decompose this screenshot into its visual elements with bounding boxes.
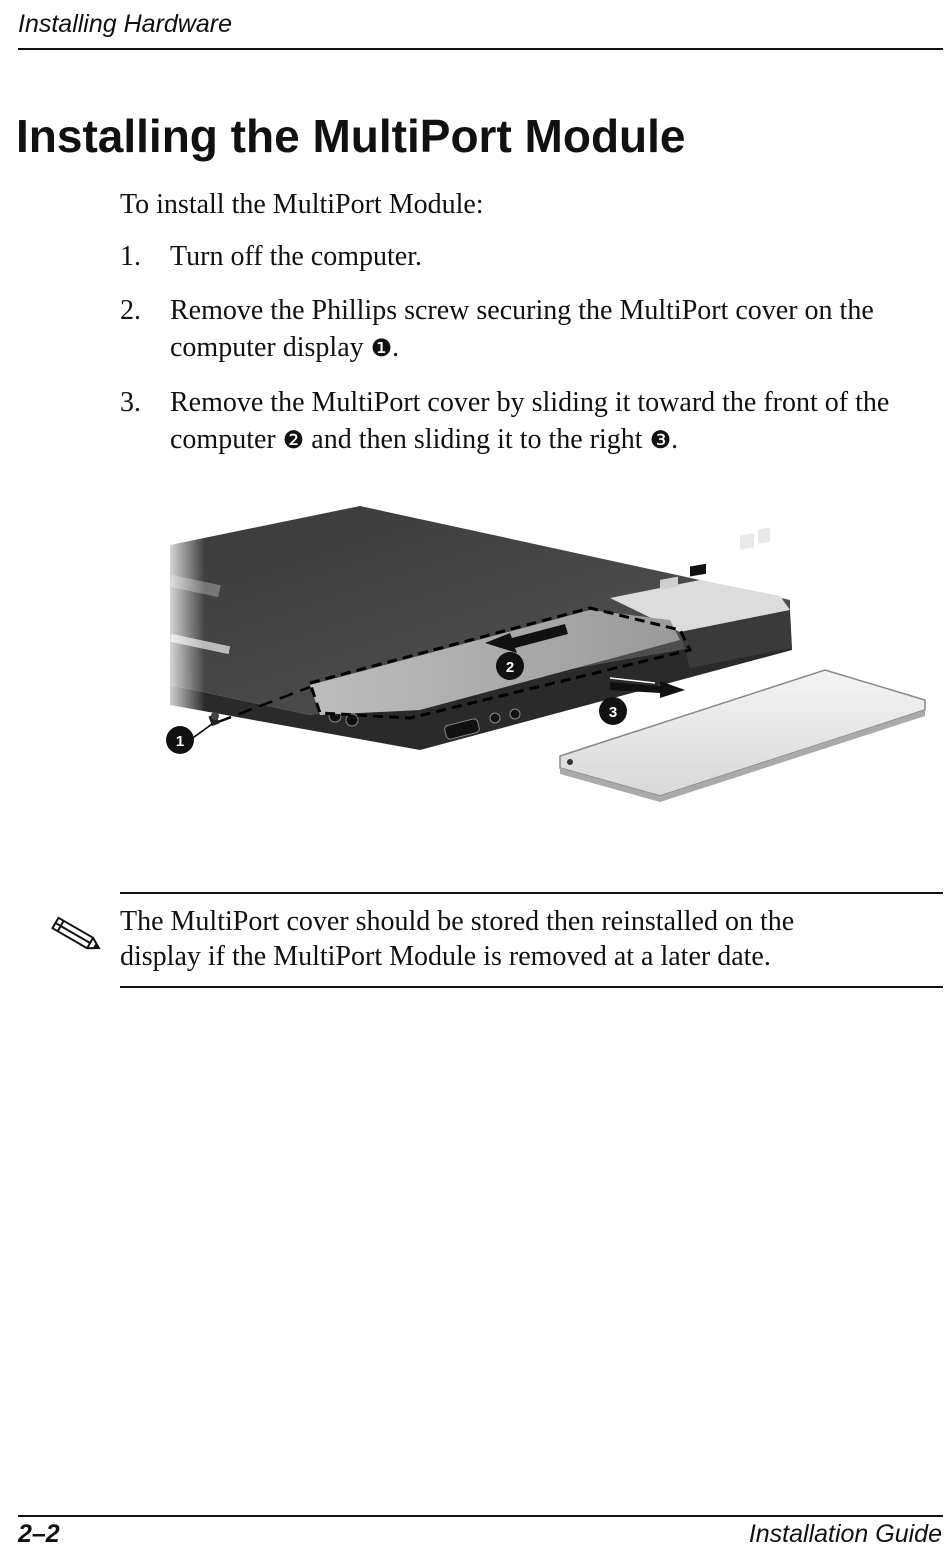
multiport-illustration: [160, 500, 930, 810]
screw-icon: [209, 712, 220, 726]
callout-badge-3: [599, 697, 627, 725]
step-text: Remove the MultiPort cover by sliding it toward the front of the computer ❷ and then sliding it to the right ❸.: [170, 387, 890, 455]
callout-label-2: 2: [505, 659, 515, 676]
callout-label-3: 3: [608, 704, 618, 721]
step-number: 3.: [120, 387, 141, 418]
callout-badge-1: [166, 726, 194, 754]
callout-2-marker: ❷: [282, 426, 305, 454]
step-number: 2.: [120, 295, 141, 326]
step-text: Turn off the computer.: [170, 241, 422, 272]
page-number: 2–2: [18, 1520, 60, 1548]
callout-1-marker: ❶: [370, 334, 393, 362]
note-text: [120, 904, 940, 974]
callout-badge-2: [496, 652, 524, 680]
note-line-2: display if the MultiPort Module is removed at a later date.: [120, 941, 771, 972]
step-2: [120, 292, 940, 372]
note-rule-bottom: [120, 986, 943, 988]
intro-text: To install the MultiPort Module:: [120, 189, 484, 220]
step-text: Remove the Phillips screw securing the MultiPort cover on the computer display ❶.: [170, 295, 874, 363]
note-rule-top: [120, 892, 943, 894]
footer-rule: [18, 1515, 943, 1517]
callout-3-marker: ❸: [649, 426, 672, 454]
page-title: Installing the MultiPort Module: [16, 110, 686, 162]
callout-label-1: 1: [175, 733, 185, 750]
step-3: [120, 384, 940, 464]
running-header: Installing Hardware: [18, 10, 232, 38]
pencil-icon: [46, 912, 110, 960]
note-line-1: The MultiPort cover should be stored then reinstalled on the: [120, 906, 795, 937]
guide-title: Installation Guide: [748, 1520, 942, 1548]
step-number: 1.: [120, 241, 141, 272]
header-rule: [18, 48, 943, 50]
